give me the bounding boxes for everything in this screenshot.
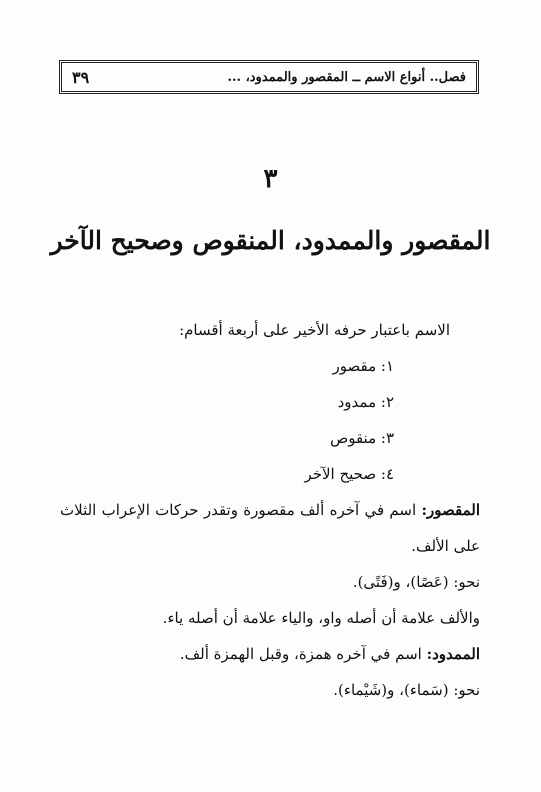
list-item: ١: مقصور xyxy=(332,357,394,375)
list-item: ٢: ممدود xyxy=(337,393,394,411)
list-item: ٤: صحيح الآخر xyxy=(304,465,394,483)
chapter-title: المقصور والممدود، المنقوص وصحيح الآخر xyxy=(50,226,491,255)
mamdud-def-text: اسم في آخره همزة، وقبل الهمزة ألف. xyxy=(179,645,427,663)
intro-paragraph: الاسم باعتبار حرفه الأخير على أربعة أقسام: xyxy=(179,321,450,339)
alif-note: والألف علامة أن أصله واو، والياء علامة أن أصله ياء. xyxy=(162,609,480,627)
maqsur-example: نحو: (عَصًا)، و(فَتًى). xyxy=(352,573,480,591)
mamdud-term: الممدود: xyxy=(426,645,480,663)
list-item: ٣: منقوص xyxy=(330,429,394,447)
running-header xyxy=(59,60,479,94)
maqsur-term: المقصور: xyxy=(421,501,480,519)
running-title: فصل.. أنواع الاسم ــ المقصور والممدود، ... xyxy=(227,69,466,85)
body-text xyxy=(60,312,480,708)
mamdud-example: نحو: (سَماء)، و(شَيْماء). xyxy=(333,681,480,699)
chapter-number: ٣ xyxy=(263,164,278,194)
maqsur-def-text: اسم في آخره ألف مقصورة وتقدر حركات الإعراب الثلاث على الألف. xyxy=(60,501,480,555)
page-number: ٣٩ xyxy=(72,67,90,87)
mamdud-definition xyxy=(60,636,480,672)
maqsur-definition xyxy=(60,492,480,564)
